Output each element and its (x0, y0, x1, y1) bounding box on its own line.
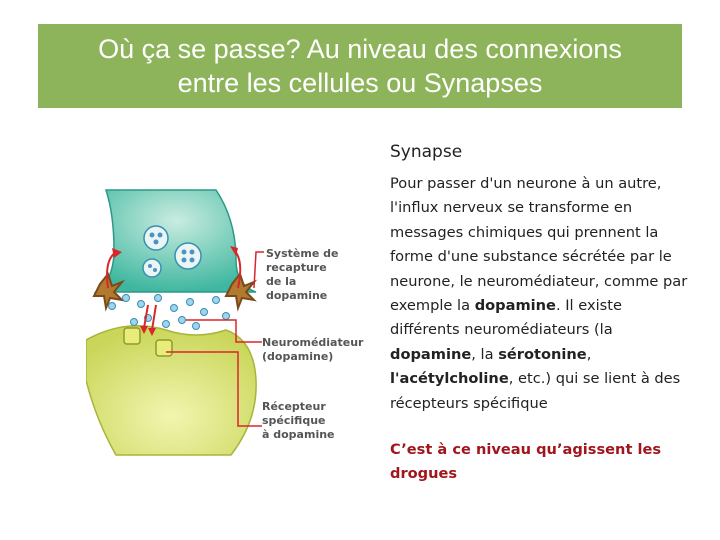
synapse-diagram (86, 180, 376, 460)
bold-dopamine-1: dopamine (474, 297, 556, 315)
label-reuptake: Système de recapture de la dopamine (266, 247, 339, 302)
title-line-1: Où ça se passe? Au niveau des connexions (98, 34, 622, 64)
title-line-2: entre les cellules ou Synapses (177, 68, 543, 98)
explanation-text (390, 142, 690, 487)
label-neurotransmitter: Neuromédiateur (dopamine) (262, 336, 364, 363)
presynaptic-terminal (96, 190, 256, 292)
section-heading: Synapse (390, 142, 463, 162)
label-receptor: Récepteur spécifique à dopamine (262, 400, 335, 441)
explanation-paragraph: Pour passer d'un neurone à un autre, l'influx nerveux se transforme en messages chimiques qui prennent la forme d'une substance sécrétée par le neurone, le neuromédiateur, comme par exemple la dopamine. Il existe différents neuromédiateurs (la dopamine, la sérotonine, l'acétylcholine, etc.) qui se lient à des récepteurs spécifique (390, 175, 688, 412)
slide-title (98, 32, 622, 100)
bold-dopamine-2: dopamine (390, 345, 472, 363)
title-banner (38, 24, 682, 108)
bold-serotonin: sérotonine (498, 345, 587, 363)
drugs-emphasis: C’est à ce niveau qu’agissent les drogues (390, 441, 662, 483)
dopamine-molecules (109, 295, 230, 330)
bold-acetylcholine: l'acétylcholine (390, 370, 509, 388)
